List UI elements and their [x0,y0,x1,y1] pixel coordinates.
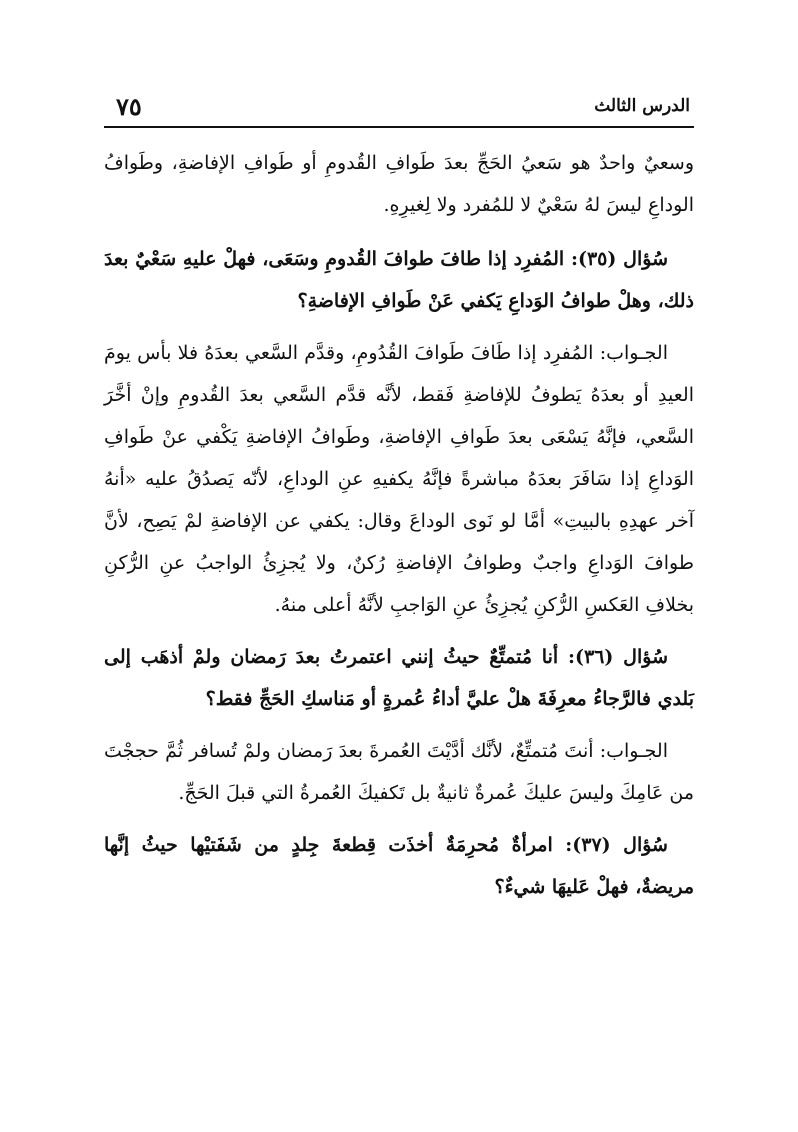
page-header [104,92,694,124]
question-36: سُؤال (٣٦): أنا مُتمتِّعٌ حيثُ إنني اعتمرتُ بعدَ رَمضان ولمْ أذهَب إلى بَلدي فالرَّجاءُ معرِفَةَ هلْ عليَّ أداءُ عُمرةٍ أو مَناسكِ الحَجِّ فقط؟ [104,646,694,710]
continuation-paragraph: وسعيٌ واحدٌ هو سَعيُ الحَجِّ بعدَ طَوافِ القُدومِ أو طَوافِ الإفاضةِ، وطَوافُ الوداعِ ليسَ لهُ سَعْيٌ لا للمُفرد ولا لِغيرِهِ. [104,152,694,216]
lesson-title: الدرس الثالث [594,96,690,116]
answer-36: الجـواب: أنتَ مُتمتِّعٌ، لأنَّك أدَّيْتَ العُمرةَ بعدَ رَمضان ولمْ تُسافر ثُمَّ حججْتَ من عَامِكَ وليسَ عليكَ عُمرةٌ ثانيةٌ بل تَكفيكَ العُمرةُ التي قبلَ الحَجِّ. [104,740,694,804]
answer-35: الجـواب: المُفرِد إذا طَافَ طَوافَ القُدُومِ، وقدَّم السَّعي بعدَهُ فلا بأس يومَ العيدِ أو بعدَهُ يَطوفُ للإفاضةِ فَقط، لأنَّه قدَّم السَّعي بعدَ القُدومِ وإنْ أخَّرَ السَّعي، فإنَّهُ يَسْعَى بعدَ طَوافِ الإفاضةِ، وطَوافُ الإفاضةِ يَكْفي عنْ طَوافِ الوَداعِ إذا سَافَرَ بعدَهُ مباشرةً فإنَّهُ يكفيهِ عنِ الوداعِ، لأنّه يَصدُقُ عليه «أنهُ آخر عهدِهِ بالبيتِ» أمَّا لو نَوى الوداعَ وقال: يكفي عن الإفاضةِ لمْ يَصِح، لأنَّ طوافَ الوَداعِ واجبٌ وطوافُ الإفاضةِ رُكنٌ، ولا يُجزِئُ الواجبُ عنِ الرُّكنِ بخلافِ العَكسِ الرُّكنِ يُجزِئُ عنِ الوَاجبِ لأنَّهُ أعلى منهُ. [104,342,694,616]
page-body [104,142,694,918]
page-number: ٧٥ [116,92,142,121]
question-35: سُؤال (٣٥): المُفرِد إذا طافَ طوافَ القُدومِ وسَعَى، فهلْ عليهِ سَعْيٌ بعدَ ذلك، وهلْ طوافُ الوَداعِ يَكفي عَنْ طَوافِ الإفاضةِ؟ [104,248,694,312]
question-37: سُؤال (٣٧): امرأةٌ مُحرِمَةٌ أخذَت قِطعةَ جِلدٍ من شَفَتيْها حيثُ إنَّها مريضةٌ، فهلْ عَليهَا شيءٌ؟ [104,834,694,898]
header-divider [104,126,694,128]
